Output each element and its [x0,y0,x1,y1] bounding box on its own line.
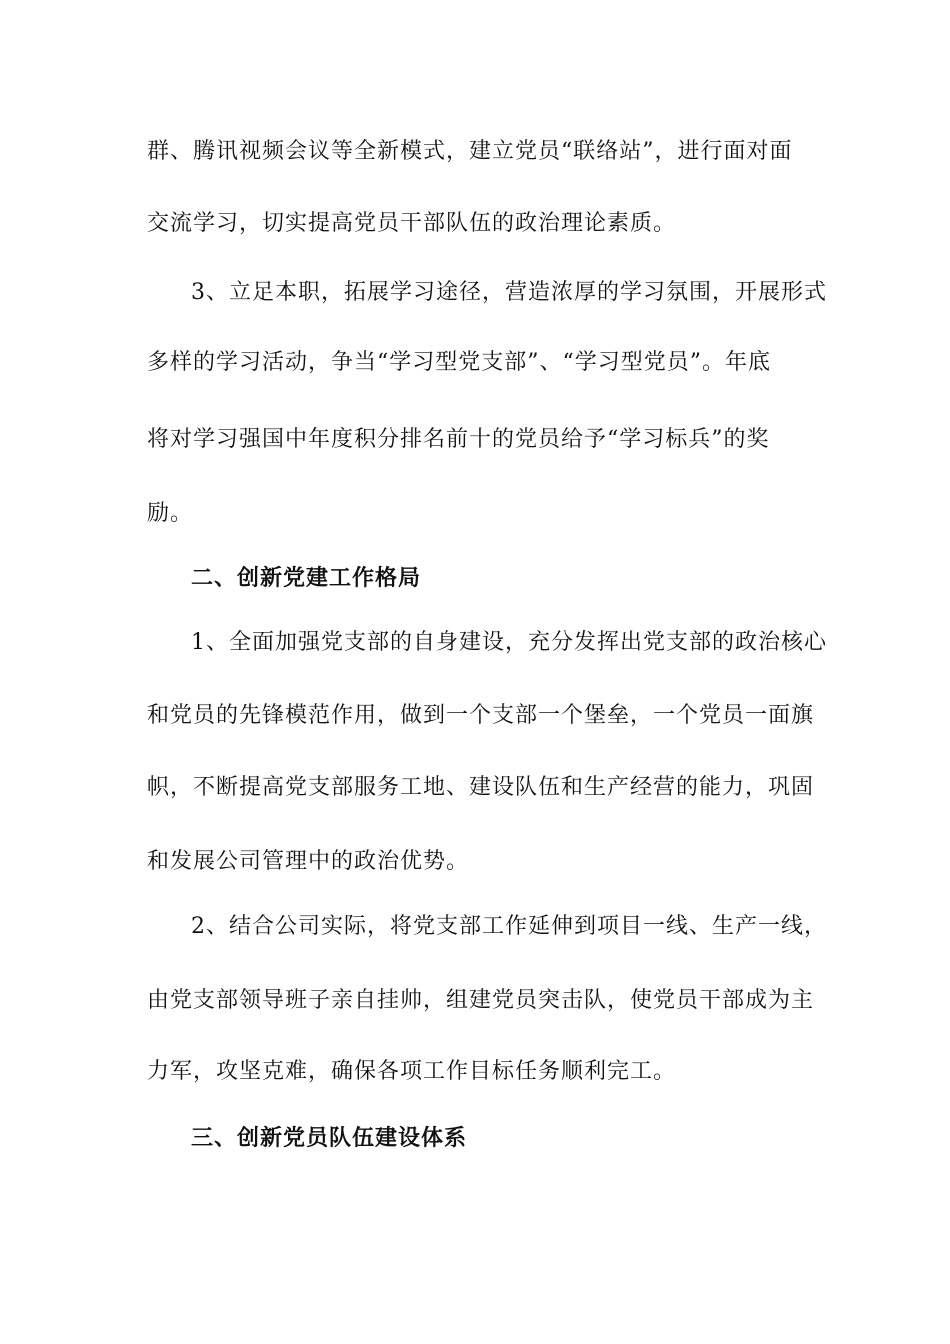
paragraph-line: 3、立足本职，拓展学习途径，营造浓厚的学习氛围，开展形式 [191,280,827,305]
paragraph-line: 由党支部领导班子亲自挂帅，组建党员突击队，使党员干部成为主 [147,988,815,1013]
paragraph-line: 和党员的先锋模范作用，做到一个支部一个堡垒，一个党员一面旗 [147,703,815,728]
section-heading: 三、创新党员队伍建设体系 [191,1125,468,1151]
paragraph-line: 力军，攻坚克难，确保各项工作目标任务顺利完工。 [147,1059,677,1084]
paragraph-line: 励。 [147,501,194,526]
paragraph-line: 交流学习，切实提高党员干部队伍的政治理论素质。 [147,211,677,236]
paragraph-line: 1、全面加强党支部的自身建设，充分发挥出党支部的政治核心 [191,630,827,655]
paragraph-line: 帜，不断提高党支部服务工地、建设队伍和生产经营的能力，巩固 [147,775,815,800]
paragraph-line: 2、结合公司实际，将党支部工作延伸到项目一线、生产一线， [191,914,827,939]
paragraph-line: 和发展公司管理中的政治优势。 [147,849,470,874]
paragraph-line: 多样的学习活动，争当“学习型党支部”、“学习型党员”。年底 [147,350,771,375]
section-heading: 二、创新党建工作格局 [191,565,422,591]
paragraph-line: 将对学习强国中年度积分排名前十的党员给予“学习标兵”的奖 [147,427,770,452]
paragraph-line: 群、腾讯视频会议等全新模式，建立党员“联络站”，进行面对面 [147,139,793,164]
